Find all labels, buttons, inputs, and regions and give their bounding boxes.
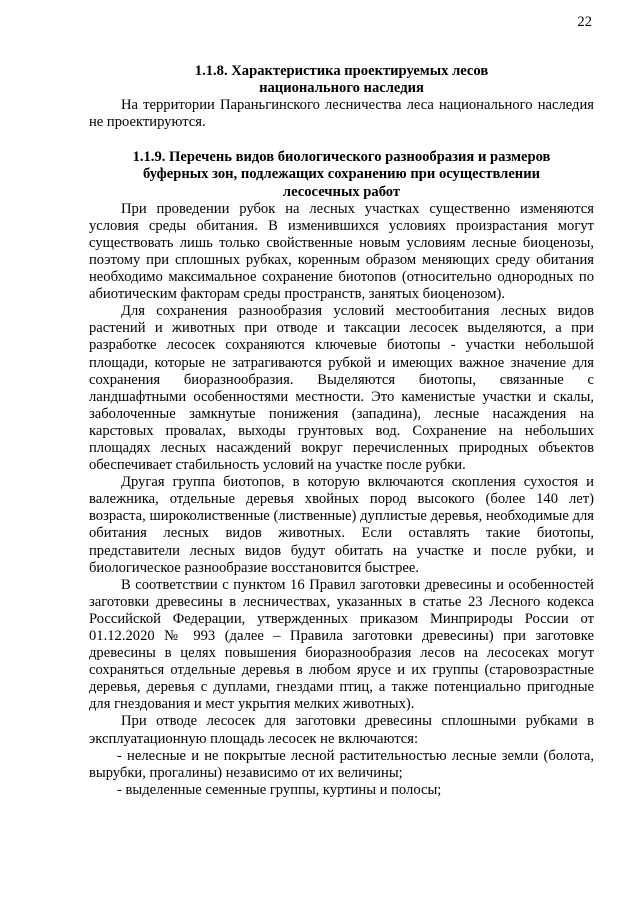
heading-line: национального наследия (259, 80, 424, 97)
heading-line: 1.1.9. Перечень видов биологического разнообразия и размеров (132, 149, 551, 166)
list-item: - выделенные семенные группы, куртины и полосы; (117, 781, 442, 798)
section-heading-1-1-8 (89, 63, 594, 97)
heading-line: лесосечных работ (282, 183, 401, 200)
paragraph: При отводе лесосек для заготовки древесины сплошными рубками в эксплуатационную площадь лесосек не включаются: (89, 713, 594, 747)
paragraph: В соответствии с пунктом 16 Правил заготовки древесины и особенностей заготовки древесины в лесничествах, указанных в статье 23 Лесного кодекса Российской Федерации, утвержденных приказом Минприроды России от 01.12.2020 № 993 (далее – Правила заготовки древесины) при заготовке древесины в целях повышения биоразнообразия лесов на лесосеках могут сохраняться отдельные деревья в любом ярусе и их группы (старовозрастные деревья, деревья с дуплами, гнездами птиц, а также потенциально пригодные для гнездования и мест укрытия мелких животных). (89, 576, 594, 713)
paragraph: Другая группа биотопов, в которую включаются скопления сухостоя и валежника, отдельные деревья хвойных пород высокого (более 140 лет) возраста, широколиственные (лиственные) дуплистые деревья, необходимые для обитания лесных видов животных. Если оставлять такие биотопы, представители лесных видов будут обитать на участке и после рубки, и биологическое разнообразие восстановится быстрее. (89, 474, 594, 576)
heading-line: 1.1.8. Характеристика проектируемых лесов (194, 63, 489, 79)
list-item: - нелесные и не покрытые лесной растительностью лесные земли (болота, вырубки, прогалины) независимо от их величины; (89, 747, 594, 781)
paragraph: При проведении рубок на лесных участках существенно изменяются условия среды обитания. В изменившихся условиях произрастания могут существовать лишь только свойственные новым условиям лесные биоценозы, поэтому при сплошных рубках, коренным образом меняющих среду обитания необходимо максимальное сохранение биотопов (относительно однородных по абиотическим факторам среды пространств, занятых биоценозом). (89, 200, 594, 303)
section-heading-1-1-9 (89, 149, 594, 200)
paragraph: Для сохранения разнообразия условий местообитания лесных видов растений и животных при отводе и таксации лесосек выделяются, а при разработке лесосек сохраняются ключевые биотопы - участки небольшой площади, которые не затрагиваются рубкой и имеющих важное значение для сохранения биоразнообразия. Выделяются биотопы, связанные с ландшафтными особенностями местности. Это каменистые участки и скалы, заболоченные замкнутые понижения (западина), лесные насаждения на карстовых провалах, выходы грунтовых вод. Сохранение на небольших площадях лесных насаждений вокруг перечисленных природных объектов обеспечивает стабильность условий на участке после рубки. (89, 303, 594, 474)
paragraph: На территории Параньгинского лесничества леса национального наследия не проектируются. (89, 97, 594, 131)
page-content (89, 63, 594, 799)
page-number: 22 (577, 14, 592, 30)
heading-line: буферных зон, подлежащих сохранению при осуществлении (142, 166, 541, 183)
